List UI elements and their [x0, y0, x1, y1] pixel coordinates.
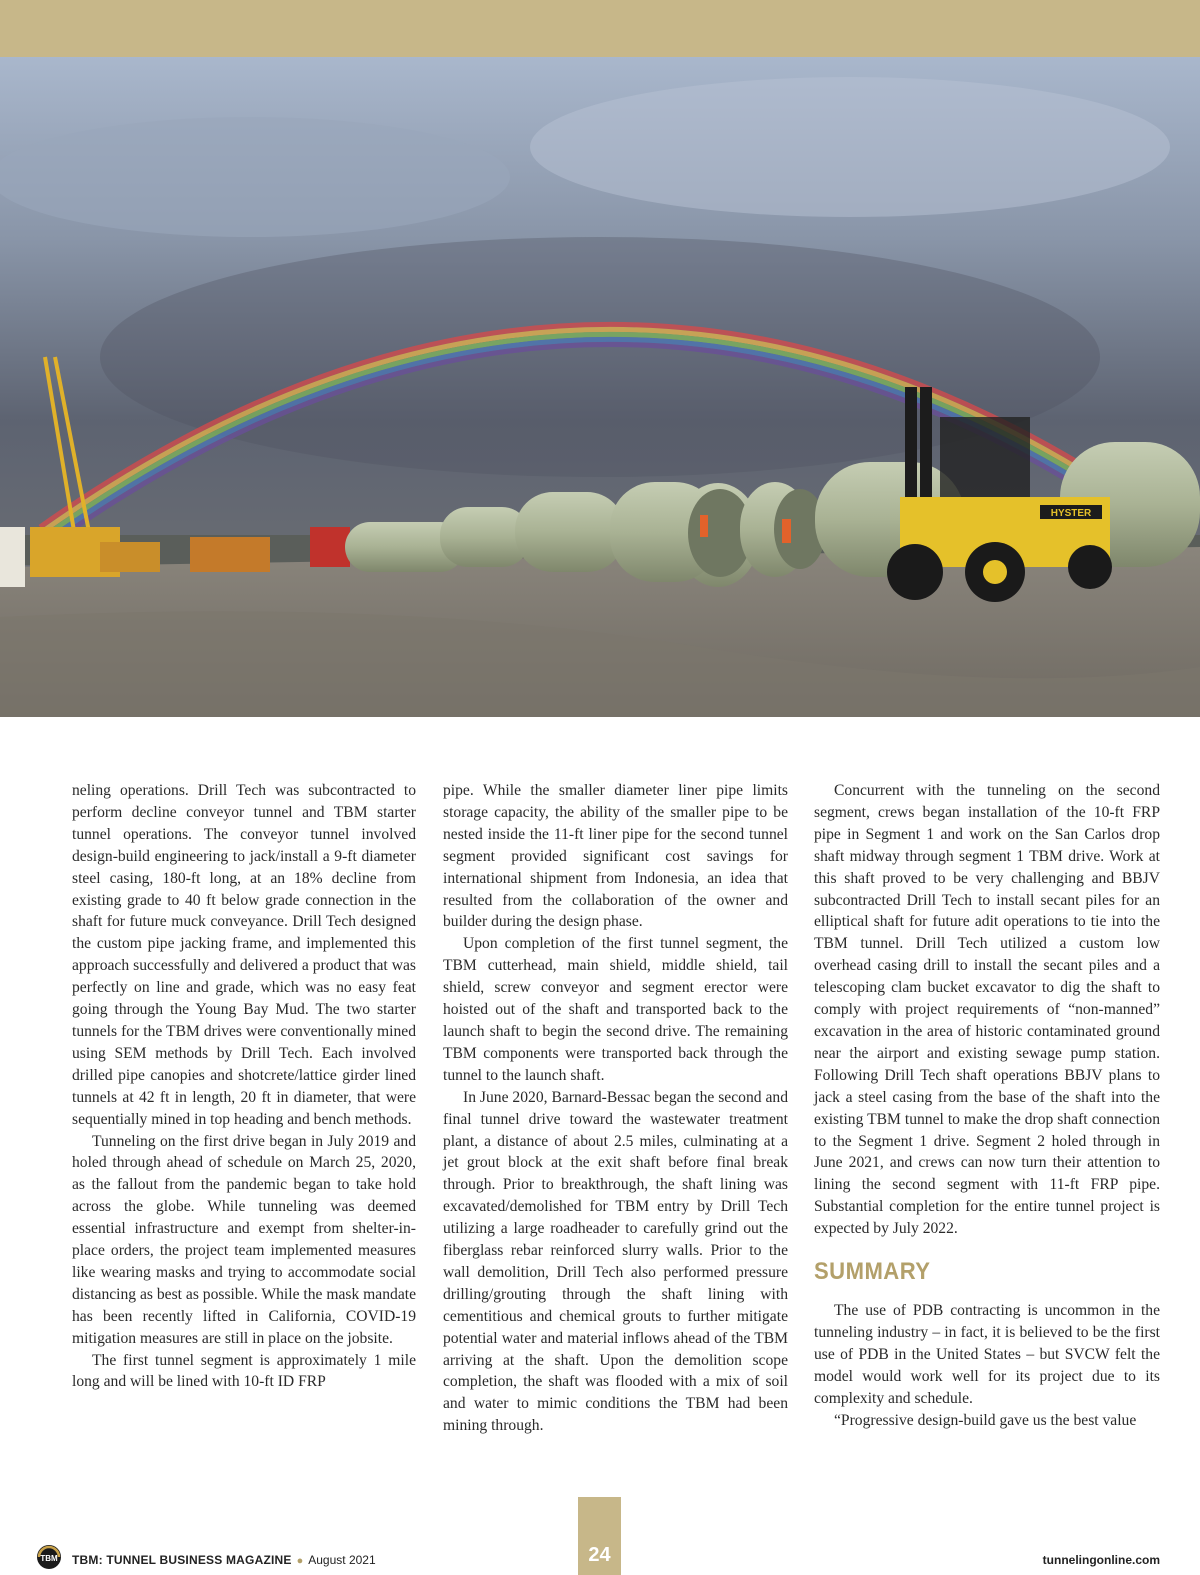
page-number-box	[578, 1497, 621, 1575]
forklift-label: HYSTER	[1050, 508, 1092, 519]
tbm-logo-text: TBM	[40, 1554, 58, 1563]
paragraph: In June 2020, Barnard-Bessac began the second and final tunnel drive toward the wastewater treatment plant, a distance of about 2.5 miles, culminating at a jet grout block at the exit shaft before final break through. Prior to breakthrough, the shaft lining was excavated/demolished for TBM entry by Drill Tech utilizing a large roadheader to carefully grind out the fiberglass rebar reinforced slurry walls. Prior to the wall demolition, Drill Tech also performed pressure drilling/grouting through the shaft lining with cementitious and chemical grouts to further mitigate potential water and material inflows ahead of the TBM arriving at the shaft. Upon the demolition scope completion, the shaft was flooded with a mix of soil and water to mimic conditions the TBM had been mining through.	[443, 1088, 788, 1435]
page-number: 24	[588, 1544, 611, 1566]
paragraph: Upon completion of the first tunnel segment, the TBM cutterhead, main shield, middle shield, tail shield, screw conveyor and segment erector were hoisted out of the shaft and transported back to the launch shaft to begin the second drive. The remaining TBM components were transported back through the tunnel to the launch shaft.	[443, 935, 788, 1084]
summary-heading: SUMMARY	[814, 1258, 931, 1286]
paragraph: Concurrent with the tunneling on the second segment, crews began installation of the 10-ft FRP pipe in Segment 1 and work on the San Carlos drop shaft midway through segment 1 TBM drive. Work at this shaft proved to be very challenging and BBJV subcontracted Drill Tech to install secant piles for an elliptical shaft for future adit operations to tie into the TBM tunnel. Drill Tech utilized a custom low overhead casing drill to install the secant piles and a telescoping clam bucket excavator to dig the shaft to comply with project requirements of “non-manned” excavation in the area of historic contaminated ground near the airport and existing sewage pump station. Following Drill Tech shaft operations BBJV plans to jack a steel casing from the base of the shaft into the existing TBM tunnel to make the drop shaft connection to the Segment 1 drive. Segment 2 holed through in June 2021, and crews can now turn their attention to lining the second segment with 11-ft FRP pipe. Substantial completion for the entire tunnel project is expected by July 2022.	[814, 782, 1160, 1238]
website-link[interactable]: tunnelingonline.com	[1042, 1553, 1160, 1567]
paragraph: neling operations. Drill Tech was subcontracted to perform decline conveyor tunnel and TBM starter tunnel operations. The conveyor tunnel involved design-build engineering to jack/install a 9-ft diameter steel casing, 180-ft long, at an 18% decline from existing grade to 40 ft below grade connection in the shaft for future muck conveyance. Drill Tech designed the custom pipe jacking frame, and implemented this approach successfully and delivered a product that was perfectly on line and grade, which was no easy feat going through the Young Bay Mud. The two starter tunnels for the TBM drives were conventionally mined using SEM methods by Drill Tech. Each involved drilled pipe canopies and shotcrete/lattice girder lined tunnels at 42 ft in length, 20 ft in diameter, that were sequentially mined in top heading and bench methods.	[72, 782, 416, 1128]
tbm-logo-icon	[36, 1544, 62, 1570]
top-color-band	[0, 0, 1200, 57]
text-column-1	[72, 780, 416, 1393]
magazine-name: TBM: TUNNEL BUSINESS MAGAZINE	[72, 1553, 292, 1567]
text-column-3	[814, 780, 1160, 1431]
paragraph: The use of PDB contracting is uncommon in the tunneling industry – in fact, it is believed to be the first use of PDB in the United States – but SVCW felt the model would work well for its project due to its complexity and schedule.	[814, 1302, 1160, 1407]
paragraph: pipe. While the smaller diameter liner pipe limits storage capacity, the ability of the smaller pipe to be nested inside the 11-ft liner pipe for the second tunnel segment provided significant cost savings for international shipment from Indonesia, an idea that resulted from the collaboration of the owner and builder during the design phase.	[443, 782, 788, 931]
bullet-icon: ●	[296, 1555, 304, 1567]
footer-publication	[72, 1553, 376, 1567]
paragraph: The first tunnel segment is approximately 1 mile long and will be lined with 10-ft ID FRP	[72, 1351, 416, 1391]
text-column-2	[443, 780, 788, 1437]
paragraph: Tunneling on the first drive began in July 2019 and holed through ahead of schedule on March 25, 2020, as the fallout from the pandemic began to take hold across the globe. While tunneling was deemed essential infrastructure and exempt from shelter-in-place orders, the project team implemented measures like wearing masks and trying to accommodate social distancing as best as possible. While the mask mandate has been recently lifted in California, COVID-19 mitigation measures are still in place on the jobsite.	[72, 1132, 416, 1347]
construction-site-photo	[0, 57, 1200, 717]
issue-date: August 2021	[308, 1553, 376, 1567]
paragraph: “Progressive design-build gave us the best value	[834, 1411, 1137, 1429]
